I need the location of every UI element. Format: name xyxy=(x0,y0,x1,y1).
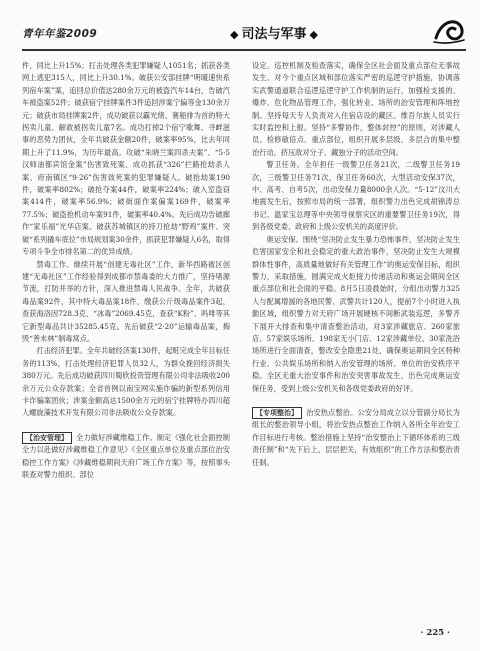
left-column xyxy=(22,60,230,620)
paragraph: 奥运安保。围绕“坚决防止发生暴力恐怖事件，坚决防止发生危害国家安全和社会稳定的重大政治事件，坚决防止发生大规模群体性事件，高质量地做好有关管理工作”的奥运安保目标，组织警力，采取措施，圆满完成火炬接力传递活动和奥运会期间全区重点部位和社会面的平稳。8月5日凌晨始时，分组出动警力325人与配属增援的各地民警、武警共计120人，提前7个小时进入执勤区域，组织警力对天府广场开展硬核不间断武装巡逻，多警齐下展开大排查和集中清查整治活动，对3家涉藏旅店、260家旅店、57家娱乐场所、198家无小门店、12家涉藏单位、30家洗浴场所进行全面清查，整改安全隐患21处，确保奥运期间全区特种行业、公共娱乐场所和纳入治安管理的场所、单位的治安秩序平稳。全区无重大治安事件和治安突害事故发生，出色完成奥运安保任务，受到上级公安机关和各级党委政府的好评。 xyxy=(252,234,460,393)
spacer xyxy=(252,395,460,407)
paragraph-text: 全力做好涉藏维稳工作。制定《强化社会面控制全力以赴做好涉藏维稳工作意见》《全区重点单位及重点部位治安稳控工作方案》《涉藏维稳期间天府广场工作方案》等，按照事头联查对警力组织、部位 xyxy=(22,432,230,479)
page-header xyxy=(22,18,466,48)
right-column xyxy=(252,60,460,620)
swirl-ornament-icon xyxy=(432,16,466,46)
spacer xyxy=(22,420,230,432)
paragraph: 警卫任务。全年担任一级警卫任务21次，二级警卫任务19次，三级警卫任务71次，保卫任务60次，大型活动安保37次，中、高考、自考5次，出动安保力量8000余人次。“5·12”汶川大地震发生后，按照市局的统一部署，组织警力出色完成胡锦涛总书记、温家宝总理等中央领导视察灾区的重要警卫任务19次，得到各级党委、政府和上级公安机关的高度评价。 xyxy=(252,160,460,232)
paragraph: 件，同比上升15%；打击处理各类犯罪嫌疑人1051名；抓获各类网上逃犯315人，同比上升30.1%。破获公安部挂牌“明暖速快系列宿车案”案，追回总价值达280余万元的被盗汽车14台，告破汽车被盗案52件；破获宿宁挂牌案件3件追回涉案宁偏等金130余万元；破获市局挂牌案2件，成功破获以霸光绪、赛船排为首的特大拐卖儿童、解救被拐卖儿童7名。成功打掉2个宿宁歌舞、寻衅滋事的恶势力团伙，全年共破获金额20件，破案率95%，比去年同期上升了11.9%，为历年最高。攻破“朱晓兰案四杀夫案”、“5·5汉师油都宾馆金案”伤害致死案、成功抓获“326”拦路抢劫杀人案、府南镇区“9·26”伤害致死案的犯罪嫌疑人。破抢劫案190件，破案率802%；破抢夺案44件，破案率224%；破入室盗窃案414件，破案率56.9%；破街面作案偏案169件，破案率77.5%；破盗抢机动车案91件，破案率40.4%。先后成功告破廊作“家乐福”光华店案、破获苏城镇区的持刀抢劫“野鸡”案件、突破“系列撬车底位”市局规划案30余件，抓获犯罪嫌疑人6名，取得专项斗争全市排名第二的优异成绩。 xyxy=(22,61,230,257)
section-title xyxy=(227,23,321,42)
section-tag: 【治安管理】 xyxy=(22,432,72,444)
paragraph-text: 治安热点整治。公安分局成立以分管副分局长为组长的整治领导小组，将治安热点整治工作纳入各所全年治安工作目标进行考核。整治措施上坚持“治安整治上下循环体系的三级责任制”和“先下后上，层层把关，有效组织”的工作方法和整治责任制。 xyxy=(252,407,460,467)
page-number: · 225 · xyxy=(420,628,450,638)
diamond-right-icon: ◆ xyxy=(309,28,318,41)
paragraph xyxy=(252,407,460,469)
paragraph: 打击经济犯罪。全年共破经济案130件，起赃完成全年目标任务的113%，打击处理经济犯罪人员32人，为群众挽回经济损失380万元。先后成功破获四川蜀欣投资管理有限公司非法吸收200余万元公众存款案；全省首例以南宝网实施诈骗的新型系列信用卡诈骗案团伙；涉案金额高达1500余万元的宿宁挂牌特办四川超人螺旋藻技术开发有限公司非法吸收公众存款案。 xyxy=(22,346,230,418)
diamond-left-icon: ◆ xyxy=(230,28,239,41)
paragraph: 设定、巡控机制及检查落实，确保全区社会面及重点部位无事故发生。对今个重点区域和部位落实严密的巡逻守护措施，协调落实武警通道联合巡逻巡逻守护工作机制的运行，加强检支援的、爆炸、危化物品管理工作，强化转业、场所的治安管理和阵地控制。坚持每天专人负责对入住宿店设的藏区、维吾尔族人员实行实时监控和上报。坚持“多警协作，整体封控”的原则，对涉藏人员、检修敏倍点、重点部位，组织开展多层级、多层合的集中整治行动，挤压敌对分子、藏独分子的活动空间。 xyxy=(252,61,460,157)
section-title-text: 司法与军事 xyxy=(241,27,307,42)
paragraph xyxy=(22,432,230,482)
header-rule xyxy=(22,49,466,51)
paragraph: 禁毒工作。继续开展“创建无毒社区”工作，新华西路被区创建“无毒社区”工作经验得到成都市禁毒委的大力推广，坚持堵源节流，打防并举的方针，深入推进禁毒人民战争。全年，共破获毒品案92件，其中特大毒品案18件，缴获公斤级毒品案件3起，查获海洛因728.3克、“冰毒”2069.45克，查获“K粉”、吗啡等其它新型毒品共计35285.45克。先后破获“2·20”运输毒品案，掏毁“善未林”制毒窝点。 xyxy=(22,259,230,343)
yearbook-title: 青年年鉴2009 xyxy=(22,28,98,40)
section-tag: 【专项整治】 xyxy=(252,407,302,419)
